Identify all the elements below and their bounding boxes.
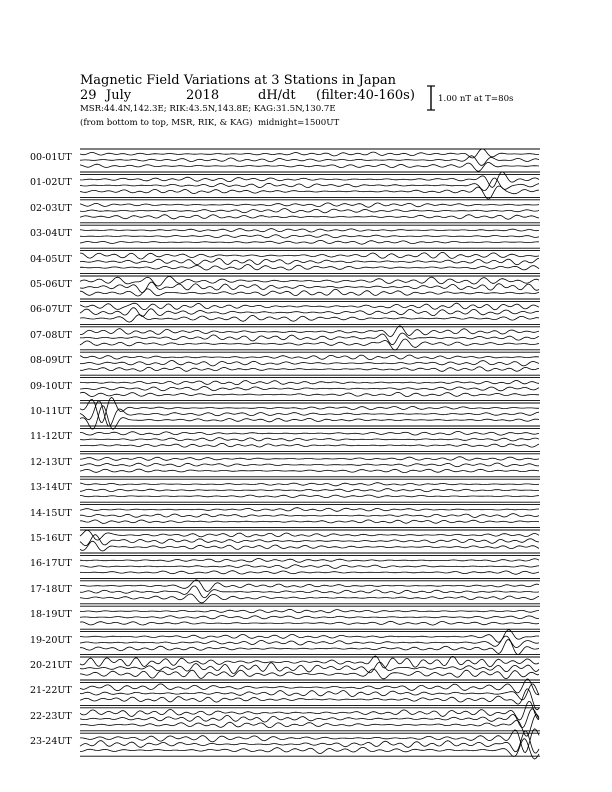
filter-label: (filter:40-160s) [316, 88, 415, 103]
trace-line [80, 162, 539, 171]
trace-line [80, 252, 539, 259]
trace-line [80, 558, 539, 562]
hour-label: 23-24UT [30, 736, 72, 748]
hour-row [80, 149, 540, 172]
trace-line [80, 315, 539, 322]
hour-row [80, 200, 540, 223]
hour-label: 15-16UT [30, 533, 72, 544]
trace-line [80, 355, 539, 360]
hour-row [80, 301, 540, 324]
hour-row [80, 378, 540, 401]
hour-label: 02-03UT [30, 202, 72, 214]
hour-row [80, 505, 540, 528]
hour-row [80, 479, 540, 502]
trace-line [80, 265, 539, 271]
trace-line [80, 508, 539, 512]
date-day: 29 [80, 88, 97, 103]
chart-title: Magnetic Field Variations at 3 Stations in Japan [80, 73, 397, 88]
trace-line [80, 387, 539, 391]
hour-row [80, 172, 540, 199]
hour-label: 16-17UT [30, 558, 72, 570]
hour-row [80, 530, 540, 553]
hour-row [80, 606, 540, 629]
hour-row [80, 630, 540, 655]
hour-row [80, 729, 540, 759]
hour-label: 08-09UT [30, 355, 72, 367]
hour-label: 10-11UT [30, 406, 72, 417]
trace-line [80, 392, 539, 396]
trace-line [80, 669, 539, 679]
trace-line [80, 149, 539, 158]
trace-line [80, 483, 539, 486]
hour-label: 09-10UT [30, 380, 72, 392]
trace-line [80, 640, 539, 655]
hour-row [80, 397, 540, 429]
trace-line [80, 616, 539, 619]
trace-line [80, 289, 539, 296]
trace-line [80, 367, 539, 372]
hour-row [80, 428, 540, 451]
trace-line [80, 443, 539, 447]
hour-row [80, 580, 540, 604]
trace-line [80, 636, 539, 648]
trace-line [80, 731, 539, 753]
trace-line [80, 530, 539, 540]
hour-row [80, 326, 540, 350]
hour-row [80, 656, 540, 680]
hour-label: 20-21UT [30, 660, 72, 671]
trace-line [80, 361, 539, 366]
trace-line [80, 729, 539, 753]
trace-line [80, 215, 539, 220]
trace-line [80, 541, 539, 551]
trace-line [80, 209, 539, 213]
trace-line [80, 469, 539, 473]
hour-label: 21-22UT [30, 685, 72, 697]
hour-label: 05-06UT [30, 279, 72, 290]
hour-label: 13-14UT [30, 482, 72, 494]
trace-line [80, 702, 539, 721]
order-note-text: (from bottom to top, MSR, RIK, & KAG) [80, 118, 253, 128]
hour-label: 01-02UT [30, 177, 72, 189]
hour-row [80, 555, 540, 578]
hour-label: 19-20UT [30, 634, 72, 646]
trace-line [80, 565, 539, 569]
trace-line [80, 401, 539, 426]
quantity-label: dH/dt [258, 88, 296, 103]
hour-label: 17-18UT [30, 583, 72, 595]
trace-line [80, 609, 539, 612]
hour-row [80, 276, 540, 299]
hour-row [80, 225, 540, 248]
trace-line [80, 571, 539, 575]
scale-label: 1.00 nT at T=80s [438, 94, 514, 104]
trace-line [80, 463, 539, 467]
date-year: 2018 [186, 88, 220, 103]
hour-label: 06-07UT [30, 304, 72, 316]
hour-label: 04-05UT [30, 253, 72, 265]
trace-line [80, 282, 539, 293]
trace-line [80, 489, 539, 492]
hour-label: 07-08UT [30, 329, 72, 341]
hour-label: 12-13UT [30, 456, 72, 468]
stations-line: MSR:44.4N,142.3E; RIK:43.5N,143.8E; KAG:31.5N,130.7E [80, 104, 336, 114]
hour-row [80, 702, 540, 737]
trace-line [80, 495, 539, 498]
trace-line [80, 308, 539, 317]
trace-line [80, 431, 539, 435]
trace-line [80, 594, 539, 603]
trace-line [80, 457, 539, 461]
midnight-note: midnight=1500UT [258, 118, 340, 128]
trace-line [80, 520, 539, 524]
trace-line [80, 514, 539, 518]
trace-line [80, 235, 539, 238]
hour-row [80, 454, 540, 477]
trace-line [80, 621, 539, 625]
trace-line [80, 240, 539, 244]
hour-label: 11-12UT [30, 431, 72, 443]
trace-line [80, 258, 539, 264]
hour-label: 22-23UT [30, 710, 72, 722]
hour-label: 03-04UT [30, 228, 72, 240]
trace-line [80, 326, 539, 337]
trace-line [80, 580, 539, 592]
hour-label: 00-01UT [30, 152, 72, 163]
trace-line [80, 381, 539, 385]
trace-line [80, 203, 539, 207]
hour-row [80, 251, 540, 274]
scale-bar [427, 86, 435, 110]
trace-line [80, 438, 539, 441]
trace-line [80, 229, 539, 232]
trace-line [80, 662, 539, 673]
trace-line [80, 303, 539, 310]
hour-row [80, 352, 540, 375]
hour-label: 14-15UT [30, 507, 72, 519]
trace-line [80, 339, 539, 350]
hour-label: 18-19UT [30, 609, 72, 621]
trace-line [80, 586, 539, 598]
trace-line [80, 684, 539, 700]
date-month: July [106, 88, 132, 103]
hour-row [80, 679, 540, 710]
